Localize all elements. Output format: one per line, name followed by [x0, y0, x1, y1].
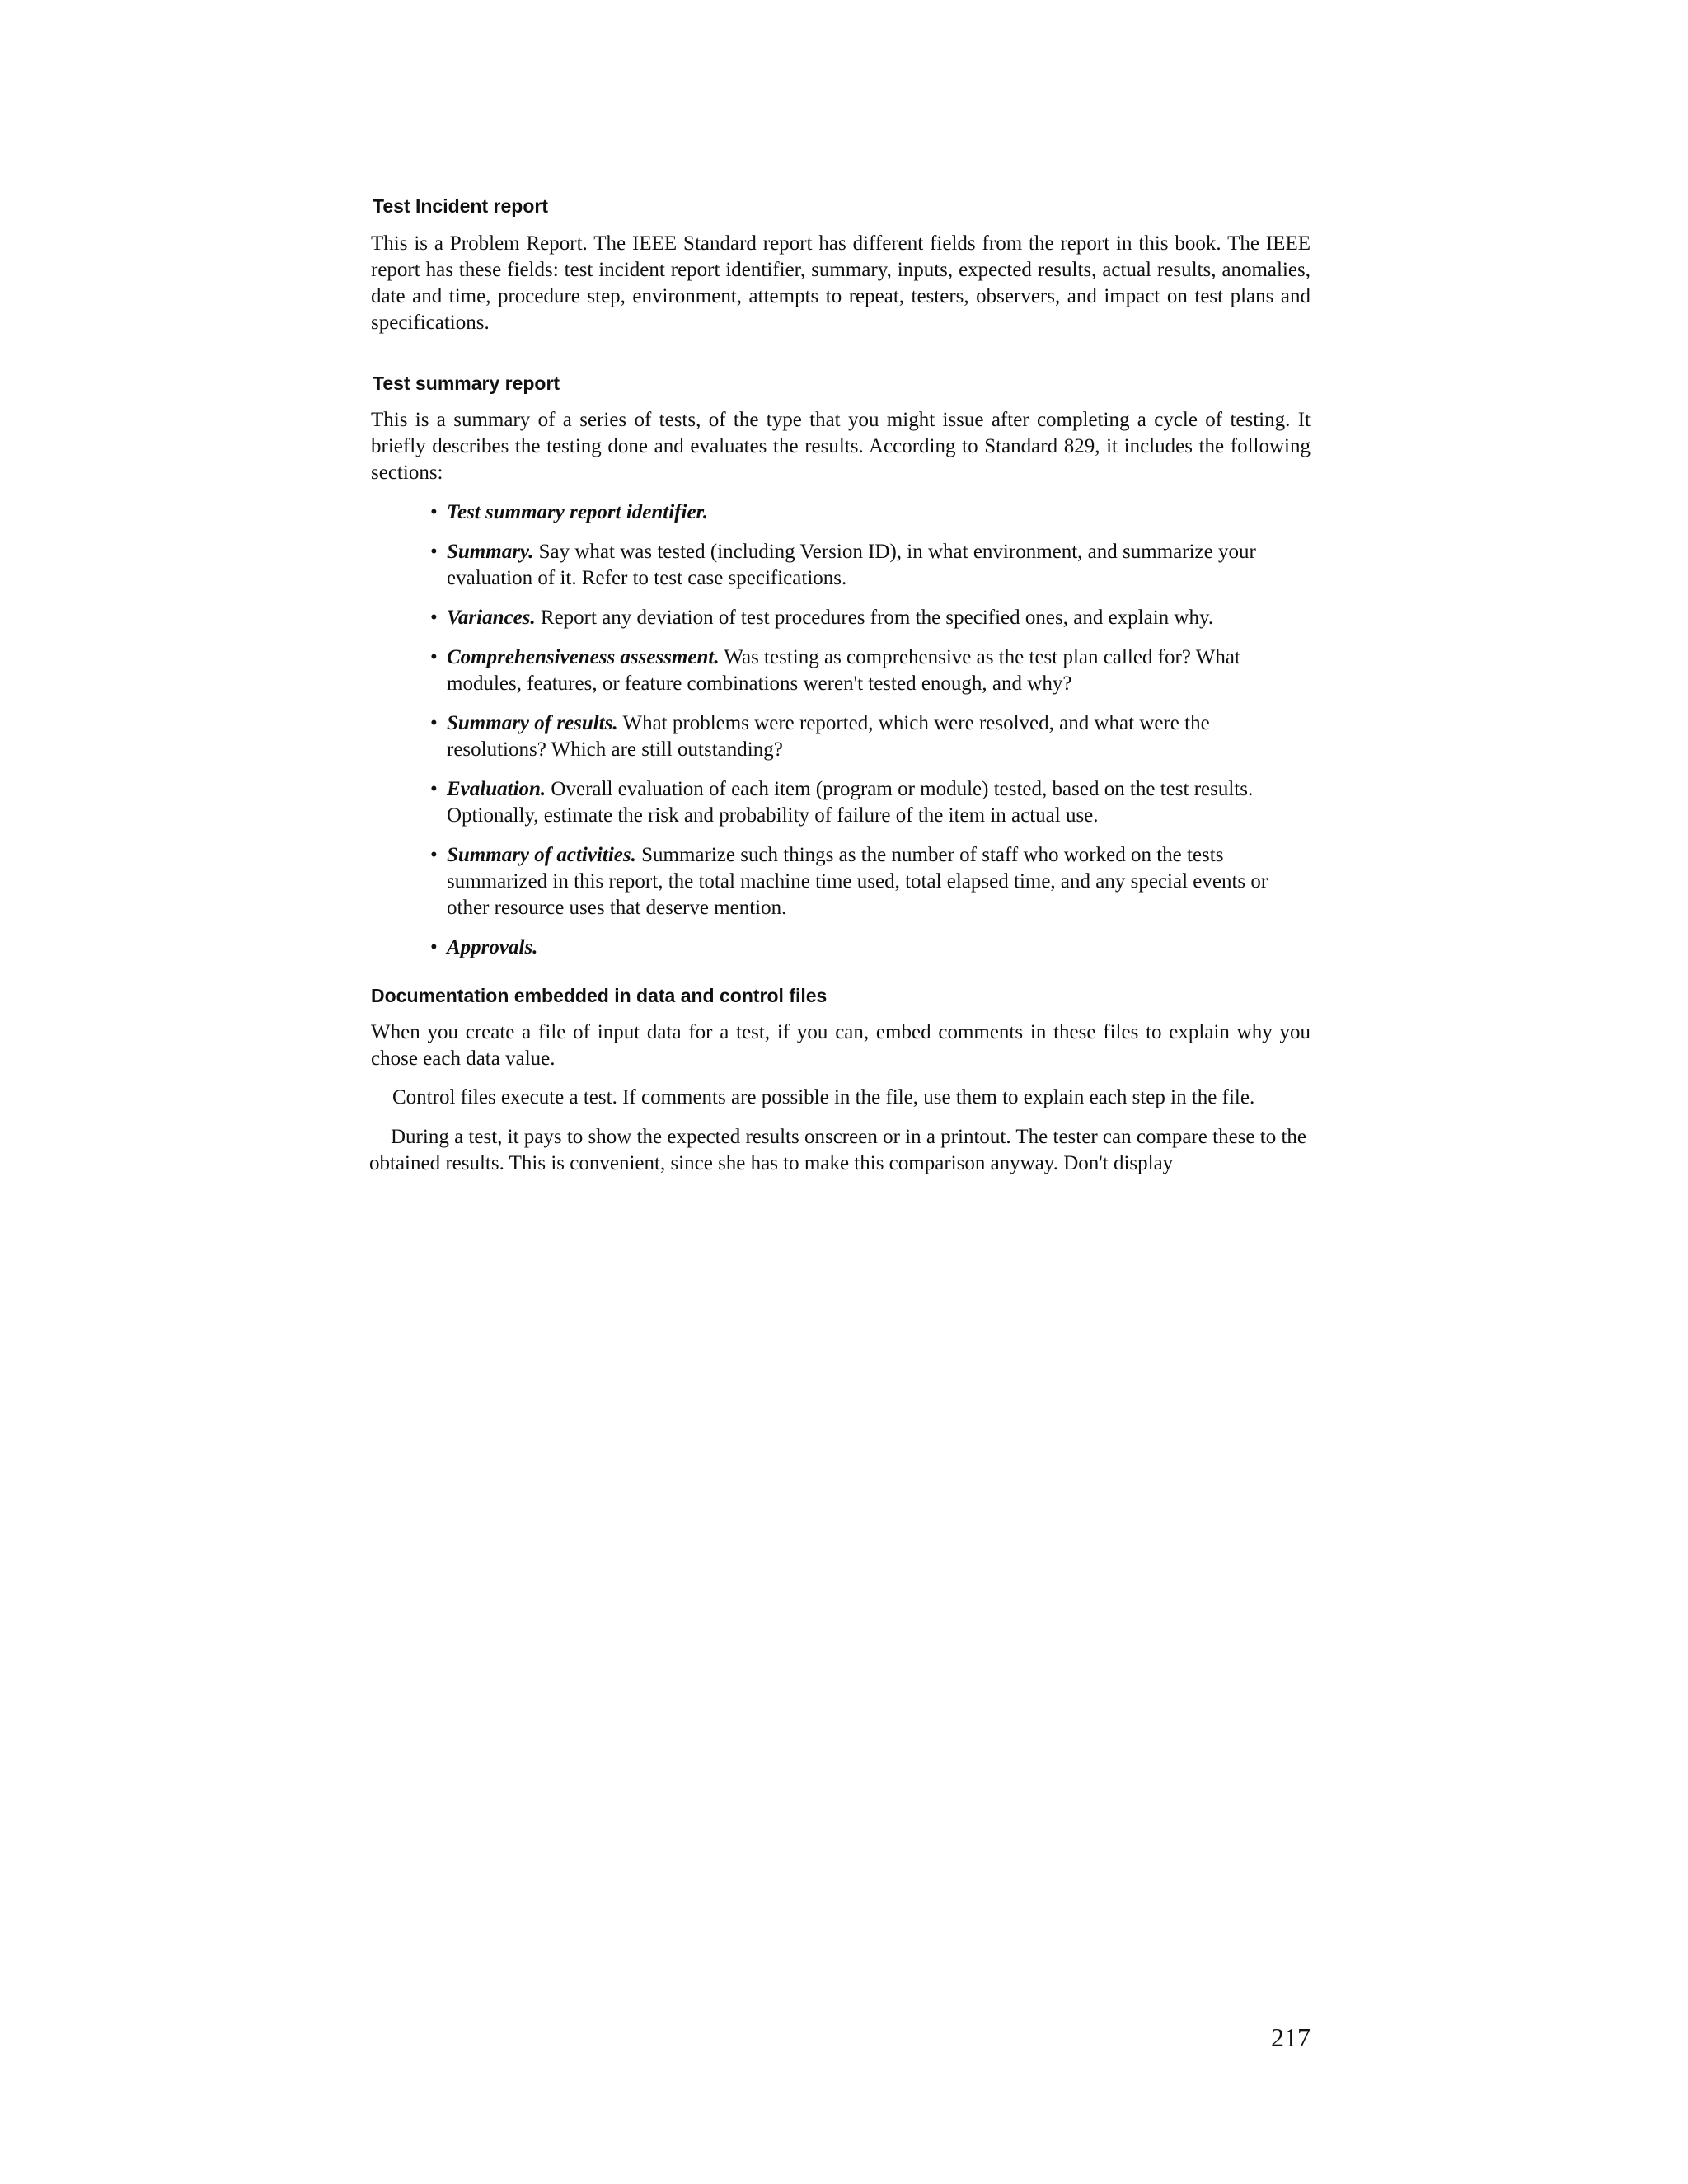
section-heading-test-summary-report: Test summary report — [373, 373, 560, 394]
bullet-text: Was testing as comprehensive as the test plan called for? What modules, features, or feature combinations weren't tested enough, and why? — [447, 646, 1240, 695]
bullet-dot: • — [430, 501, 438, 523]
bullet-term: Summary. — [447, 541, 534, 563]
bullet-dot: • — [430, 607, 438, 629]
page-number: 217 — [1271, 2022, 1311, 2052]
paragraph-input-data-comments: When you create a file of input data for a test, if you can, embed comments in these files to explain why you chose each data value. — [371, 1021, 1311, 1070]
paragraph-test-incident-report: This is a Problem Report. The IEEE Standard report has different fields from the report in this book. The IEEE report has these fields: test incident report identifier, summary, inputs, expected results, actual results, anomalies, date and time, procedure step, environment, attempts to repeat, testers, observers, and impact on test plans and specifications. — [371, 232, 1311, 334]
bullet-dot: • — [430, 844, 438, 866]
bullet-dot: • — [430, 936, 438, 958]
bullet-term: Summary of activities. — [447, 844, 636, 866]
bullet-text: Say what was tested (including Version ID), in what environment, and summarize your evaluation of it. Refer to test case specifications. — [447, 541, 1256, 589]
list-item-summary — [430, 539, 1311, 592]
bullet-term: Summary of results. — [447, 712, 618, 734]
bullet-text: Summarize such things as the number of staff who worked on the tests summarized in this report, the total machine time used, total elapsed time, and any special events or other resource uses that deserve mention. — [447, 844, 1268, 919]
bullet-dot: • — [430, 541, 438, 563]
bullet-term: Variances. — [447, 607, 536, 629]
book-page — [371, 0, 1311, 2184]
summary-report-sections-list — [371, 499, 1311, 974]
list-item-summary-of-results — [430, 710, 1311, 763]
list-item-identifier — [430, 499, 1311, 526]
bullet-term: Test summary report identifier. — [447, 501, 709, 523]
bullet-text: What problems were reported, which were resolved, and what were the resolutions? Which are still outstanding? — [447, 712, 1210, 761]
bullet-dot: • — [430, 646, 438, 668]
bullet-dot: • — [430, 778, 438, 800]
paragraph-expected-results: During a test, it pays to show the expected results onscreen or in a printout. The tester can compare these to the obtained results. This is convenient, since she has to make this comparison anyway. Don't display — [369, 1126, 1307, 1174]
list-item-comprehensiveness — [430, 644, 1311, 697]
bullet-term: Approvals. — [447, 936, 538, 958]
paragraph-control-files: Control files execute a test. If comments are possible in the file, use them to explain each step in the file. — [392, 1086, 1255, 1108]
bullet-term: Comprehensiveness assessment. — [447, 646, 720, 668]
list-item-approvals — [430, 935, 1311, 961]
section-heading-documentation-embedded: Documentation embedded in data and control files — [371, 985, 828, 1006]
paragraph-test-summary-intro: This is a summary of a series of tests, of the type that you might issue after completing a cycle of testing. It briefly describes the testing done and evaluates the results. According to Standard 829, it includes the following sections: — [371, 409, 1311, 484]
list-item-evaluation — [430, 776, 1311, 829]
list-item-variances — [430, 605, 1311, 631]
list-item-summary-of-activities — [430, 842, 1311, 921]
section-heading-test-incident-report: Test Incident report — [373, 195, 548, 217]
bullet-text: Report any deviation of test procedures from the specified ones, and explain why. — [535, 607, 1214, 629]
bullet-term: Evaluation. — [447, 778, 546, 800]
bullet-text: Overall evaluation of each item (program or module) tested, based on the test results. Optionally, estimate the risk and probability of failure of the item in actual use. — [447, 778, 1254, 827]
bullet-dot: • — [430, 712, 438, 734]
